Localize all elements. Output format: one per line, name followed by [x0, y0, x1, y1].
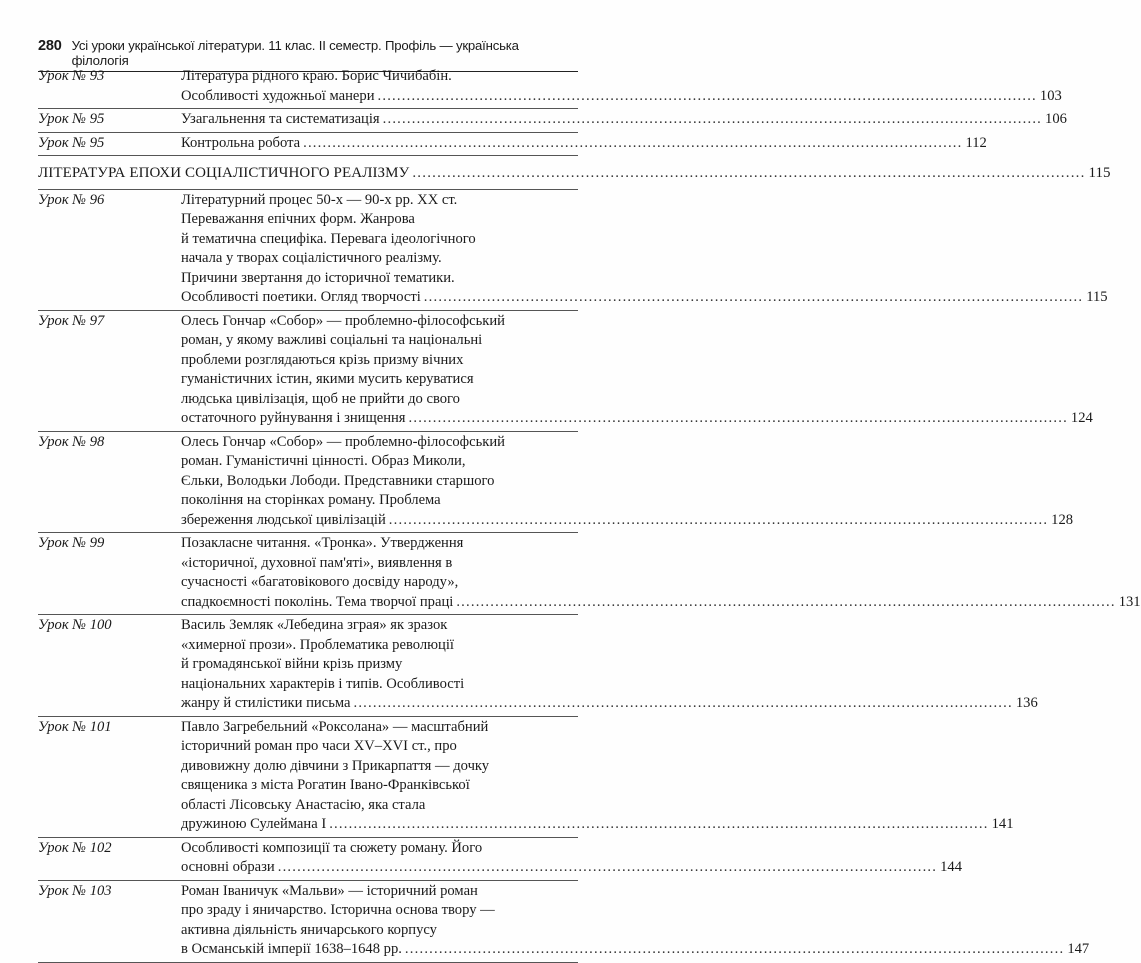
- toc-entry: [38, 717, 1014, 838]
- lesson-label: Урок № 101: [38, 718, 112, 735]
- lesson-description: [181, 134, 987, 154]
- description-line: збереження людської цивілізацій: [181, 511, 386, 528]
- dot-leader: [278, 858, 937, 878]
- section-page: 115: [1088, 165, 1111, 181]
- dot-leader: [378, 87, 1037, 107]
- description-line: остаточного руйнування і знищення: [181, 410, 406, 426]
- description-line: Літературний процес 50-х — 90-х рр. ХХ ст.: [181, 191, 458, 208]
- lesson-description: [181, 534, 1141, 612]
- dot-leader: [409, 409, 1068, 429]
- toc-entries-after: [38, 190, 1141, 963]
- toc-entry: [38, 838, 963, 881]
- dot-leader: [424, 288, 1083, 308]
- page-ref: 106: [1045, 111, 1067, 127]
- description-line: начала у творах соціалістичного реалізму.: [181, 250, 442, 266]
- description-line: роман, у якому важливі соціальні та національні: [181, 332, 483, 348]
- lesson-description: [181, 67, 1062, 106]
- description-last-line: [181, 87, 1062, 107]
- toc-entry: [38, 190, 1108, 311]
- description-last-line: [181, 134, 987, 154]
- dot-leader: [389, 511, 1048, 531]
- lesson-label: Урок № 100: [38, 617, 112, 633]
- description-line: Контрольна робота: [181, 134, 301, 151]
- page-ref: 147: [1067, 941, 1090, 957]
- section-title: ЛІТЕРАТУРА ЕПОХИ СОЦІАЛІСТИЧНОГО РЕАЛІЗМУ: [38, 165, 410, 181]
- toc-entry: [38, 109, 1067, 133]
- description-line: національних характерів і типів. Особливості: [181, 675, 465, 692]
- description-line: Особливості композиції та сюжету роману. Його: [181, 839, 483, 856]
- dot-leader: [412, 164, 1085, 184]
- toc-entry: [38, 66, 1062, 109]
- description-line: Позакласне читання. «Тронка». Утвердження: [181, 535, 464, 551]
- lesson-label: Урок № 93: [38, 68, 105, 84]
- page-number: 280: [38, 38, 62, 54]
- page-ref: 136: [1015, 695, 1038, 711]
- lesson-description: [181, 312, 1093, 429]
- dot-leader: [456, 593, 1115, 613]
- dot-leader: [405, 940, 1064, 960]
- toc-entry: [38, 311, 1093, 432]
- description-line: Особливості художньої манери: [181, 87, 375, 104]
- description-line: Олесь Гончар «Собор» — проблемно-філософський: [181, 312, 505, 329]
- page-ref: 112: [965, 134, 987, 151]
- lesson-label: Урок № 102: [38, 839, 112, 856]
- description-line: «історичної, духовної пам'яті», виявлення в: [181, 554, 453, 571]
- running-header-title: Усі уроки української літератури. 11 клас. ІІ семестр. Профіль — українська філологія: [71, 38, 519, 68]
- description-line: дружиною Сулеймана І: [181, 816, 327, 832]
- description-line: священика з міста Рогатин Івано-Франківської: [181, 777, 470, 793]
- dot-leader: [303, 134, 962, 154]
- description-line: історичний роман про часи XV–XVI ст., про: [181, 738, 457, 754]
- description-line: дивовижну долю дівчини з Прикарпаття — дочку: [181, 757, 490, 774]
- dot-leader: [329, 815, 988, 835]
- toc-entry: [38, 881, 1090, 963]
- page-ref: 115: [1086, 289, 1108, 305]
- description-line: області Лісовську Анастасію, яка стала: [181, 796, 426, 813]
- description-last-line: [181, 858, 962, 878]
- description-line: Павло Загребельний «Роксолана» — масштабний: [181, 718, 489, 735]
- lesson-label: Урок № 99: [38, 535, 105, 551]
- description-last-line: [181, 815, 1013, 835]
- table-of-contents: [38, 66, 1141, 963]
- page-ref: 144: [940, 859, 963, 875]
- dot-leader: [353, 694, 1012, 714]
- lesson-description: [181, 433, 1073, 531]
- description-line: проблеми розглядаються крізь призму вічних: [181, 351, 464, 368]
- description-last-line: [181, 940, 1089, 960]
- lesson-label: Урок № 98: [38, 433, 105, 450]
- page-ref: 103: [1039, 87, 1062, 104]
- description-line: про зраду і яничарство. Історична основа твору —: [181, 902, 495, 918]
- lesson-label: Урок № 103: [38, 882, 112, 899]
- lesson-description: [181, 882, 1089, 960]
- toc-entry: [38, 133, 987, 157]
- description-line: Єльки, Володьки Лободи. Представники старшого: [181, 472, 495, 489]
- description-line: людська цивілізація, щоб не прийти до свого: [181, 390, 460, 407]
- description-last-line: [181, 409, 1093, 429]
- toc-section-heading: [38, 156, 1111, 190]
- description-last-line: [181, 288, 1108, 308]
- lesson-label: Урок № 96: [38, 191, 105, 208]
- lesson-description: [181, 616, 1038, 714]
- description-last-line: [181, 593, 1141, 613]
- description-line: спадкоємності поколінь. Тема творчої праці: [181, 593, 454, 610]
- lesson-description: [181, 839, 962, 878]
- page-ref: 131: [1118, 593, 1141, 610]
- description-line: в Османській імперії 1638–1648 рр.: [181, 941, 402, 957]
- description-last-line: [181, 110, 1067, 130]
- description-line: покоління на сторінках роману. Проблема: [181, 492, 441, 508]
- toc-entry: [38, 432, 1074, 534]
- lesson-label: Урок № 95: [38, 134, 105, 151]
- description-line: Узагальнення та систематизація: [181, 111, 380, 127]
- dot-leader: [383, 110, 1042, 130]
- lesson-description: [181, 718, 1013, 835]
- description-line: Роман Іваничук «Мальви» — історичний роман: [181, 882, 478, 899]
- lesson-label: Урок № 97: [38, 312, 105, 329]
- description-line: Олесь Гончар «Собор» — проблемно-філософський: [181, 433, 505, 450]
- lesson-description: [181, 110, 1067, 130]
- toc-entry: [38, 615, 1038, 717]
- description-last-line: [181, 511, 1073, 531]
- description-line: гуманістичних істин, якими мусить керуватися: [181, 371, 474, 387]
- description-line: сучасності «багатовікового досвіду народу»,: [181, 574, 459, 590]
- description-last-line: [181, 694, 1038, 714]
- page-ref: 128: [1051, 511, 1074, 528]
- description-line: активна діяльність яничарського корпусу: [181, 921, 437, 938]
- description-line: жанру й стилістики письма: [181, 695, 351, 711]
- description-line: Причини звертання до історичної тематики.: [181, 269, 455, 286]
- description-line: й громадянської війни крізь призму: [181, 656, 403, 672]
- page-ref: 141: [991, 816, 1014, 832]
- description-line: Переважання епічних форм. Жанрова: [181, 211, 415, 227]
- description-line: Особливості поетики. Огляд творчості: [181, 289, 421, 305]
- toc-entries-before: [38, 66, 1067, 156]
- description-line: основні образи: [181, 859, 275, 875]
- lesson-description: [181, 191, 1108, 308]
- description-line: й тематична специфіка. Перевага ідеологічного: [181, 230, 476, 247]
- description-line: роман. Гуманістичні цінності. Образ Миколи,: [181, 453, 466, 469]
- lesson-label: Урок № 95: [38, 111, 105, 127]
- toc-entry: [38, 533, 1141, 615]
- description-line: «химерної прози». Проблематика революції: [181, 636, 454, 653]
- description-line: Література рідного краю. Борис Чичибабін.: [181, 68, 452, 84]
- page-ref: 124: [1070, 410, 1093, 426]
- description-line: Василь Земляк «Лебедина зграя» як зразок: [181, 617, 448, 633]
